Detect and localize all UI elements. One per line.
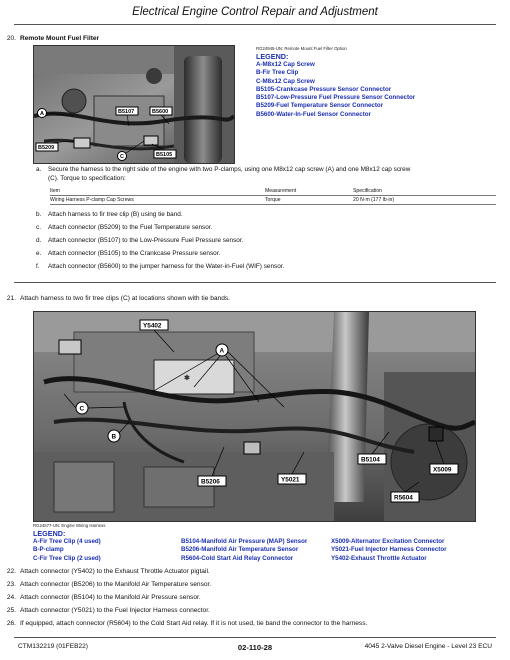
engine-harness-photo: [33, 311, 476, 522]
footer-engine-title: 4045 2-Valve Diesel Engine - Level 23 ECU: [364, 643, 492, 650]
substep-d: [36, 237, 496, 246]
substep-letter: e.: [36, 250, 42, 257]
step-number: 21.: [6, 295, 16, 302]
footer-rule: [14, 637, 496, 638]
engine-harness-photo-illustration: [34, 312, 475, 521]
footer-page-number: 02-110-28: [237, 643, 273, 652]
section-divider: [14, 282, 496, 283]
spec-value: 20 N·m (177 lb·in): [353, 196, 496, 205]
step-number: 22.: [6, 568, 16, 575]
fuel-filter-photo-illustration: [34, 46, 234, 163]
substep-text-line2: (C). Torque to specification:: [48, 175, 126, 182]
step20-legend: [256, 46, 415, 119]
callout-x5009: X5009: [433, 466, 452, 474]
spec-table-row: [50, 196, 496, 205]
legend-col-1: [33, 538, 101, 563]
spec-table-header: [50, 187, 496, 196]
legend-item: Y5402-Exhaust Throttle Actuator: [331, 554, 427, 562]
substep-e: [36, 250, 496, 259]
legend-item: B-Fir Tree Clip: [256, 69, 299, 77]
col-specification: Specification: [353, 187, 496, 196]
fuel-filter-photo: [33, 45, 235, 164]
substep-text: Attach harness to fir tree clip (B) using tie band.: [48, 211, 183, 218]
legend-item: Y5021-Fuel Injector Harness Connector: [331, 546, 447, 554]
substep-letter: b.: [36, 211, 42, 218]
substep-text: Attach connector (B5105) to the Crankcase Pressure sensor.: [48, 250, 221, 257]
step-text: Attach connector (B5206) to the Manifold Air Temperature sensor.: [20, 581, 212, 588]
step-21: [4, 294, 484, 304]
callout-b5206: B5206: [201, 478, 220, 486]
step-24: [4, 593, 494, 602]
step-20: [4, 34, 484, 44]
torque-spec-table: [50, 187, 496, 205]
step-title: Remote Mount Fuel Filter: [20, 35, 100, 42]
substep-b: [36, 211, 496, 220]
step-number: 23.: [6, 581, 16, 588]
legend-item: B5600-Water-In-Fuel Sensor Connector: [256, 110, 371, 118]
substep-text-line1: Secure the harness to the right side of the engine with two P-clamps, using one M8x12 cap screw (A) and one M8x12 cap screw: [48, 166, 411, 173]
page-title: Electrical Engine Control Repair and Adjustment: [132, 6, 378, 18]
legend-heading: LEGEND:: [256, 52, 289, 61]
substep-letter: f.: [36, 263, 40, 270]
step-text: Attach connector (B5104) to the Manifold Air Pressure sensor.: [20, 594, 201, 601]
spec-measurement: Torque: [265, 196, 353, 205]
substep-text: Attach connector (B5600) to the jumper harness for the Water-in-Fuel (WIF) sensor.: [48, 263, 285, 270]
legend-item: B5209-Fuel Temperature Sensor Connector: [256, 102, 384, 110]
callout-y5021: Y5021: [281, 476, 300, 484]
legend-item: B5206-Manifold Air Temperature Sensor: [181, 546, 299, 554]
header-rule: [14, 24, 496, 25]
step-25: [4, 606, 494, 615]
legend-item: C-M8x12 Cap Screw: [256, 77, 315, 85]
callout-b5107: B5107: [118, 109, 135, 115]
legend-item: B-P-clamp: [33, 546, 64, 554]
step-text: If equipped, attach connector (R5604) to the Cold Start Aid relay. If it is not used, tie band the connector to the harness.: [20, 620, 368, 627]
substep-letter: c.: [36, 224, 41, 231]
logo-plate-mark: ✱: [184, 375, 190, 382]
legend-item: B5104-Manifold Air Pressure (MAP) Sensor: [181, 538, 308, 545]
col-measurement: Measurement: [265, 187, 353, 196]
legend-item: A-M8x12 Cap Screw: [256, 61, 315, 68]
step-number: 20.: [6, 35, 16, 42]
legend-heading: LEGEND:: [33, 529, 66, 538]
step-22: [4, 567, 494, 576]
legend-item: X5009-Alternator Excitation Connector: [331, 538, 445, 545]
callout-y5402: Y5402: [143, 322, 162, 330]
spec-item: Wiring Harness P-clamp Cap Screws: [50, 196, 265, 205]
callout-c: C: [79, 405, 85, 413]
step21-legend: [33, 523, 493, 563]
substep-text: Attach connector (B5209) to the Fuel Temperature sensor.: [48, 224, 213, 231]
legend-item: B5105-Crankcase Pressure Sensor Connector: [256, 85, 392, 93]
legend-item: B5107-Low-Pressure Fuel Pressure Sensor Connector: [256, 94, 416, 102]
step-text: Attach connector (Y5021) to the Fuel Injector Harness connector.: [20, 607, 210, 614]
legend-item: A-Fir Tree Clip (4 used): [33, 538, 101, 545]
callout-b: B: [111, 433, 117, 441]
legend-item: R5604-Cold Start Aid Relay Connector: [181, 554, 294, 562]
callout-b5209: B5209: [38, 145, 55, 151]
substep-letter: d.: [36, 237, 42, 244]
step-number: 26.: [6, 620, 16, 627]
callout-a: A: [219, 347, 225, 355]
legend-item: C-Fir Tree Clip (2 used): [33, 554, 101, 562]
callout-b5105: B5105: [156, 152, 173, 158]
callout-c: C: [120, 154, 124, 160]
step-number: 24.: [6, 594, 16, 601]
step-26: [4, 619, 494, 628]
figure-caption: RG24945-UN: Remote Mount Fuel Filter Option: [256, 46, 347, 51]
callout-a: A: [40, 111, 44, 117]
callout-b5600: B5600: [152, 109, 169, 115]
substep-c: [36, 224, 496, 233]
footer-doc-id: CTM132219 (01FEB22): [18, 643, 89, 650]
legend-col-2: [181, 538, 307, 563]
col-item: Item: [50, 187, 265, 196]
step-23: [4, 580, 494, 589]
step-text: Attach harness to two fir tree clips (C) at locations shown with tie bands.: [20, 295, 230, 302]
step-text: Attach connector (Y5402) to the Exhaust Throttle Actuator pigtail.: [20, 568, 210, 575]
callout-b5104: B5104: [361, 456, 380, 464]
substep-f: [36, 263, 496, 272]
legend-col-3: [331, 538, 447, 563]
substep-text: Attach connector (B5107) to the Low-Pressure Fuel Pressure sensor.: [48, 237, 244, 244]
substep-a: [36, 166, 496, 186]
step-number: 25.: [6, 607, 16, 614]
substep-letter: a.: [36, 166, 42, 173]
callout-r5604: R5604: [394, 494, 413, 502]
figure-caption: RG24577-UN: Engine Wiring Harness: [33, 523, 106, 528]
